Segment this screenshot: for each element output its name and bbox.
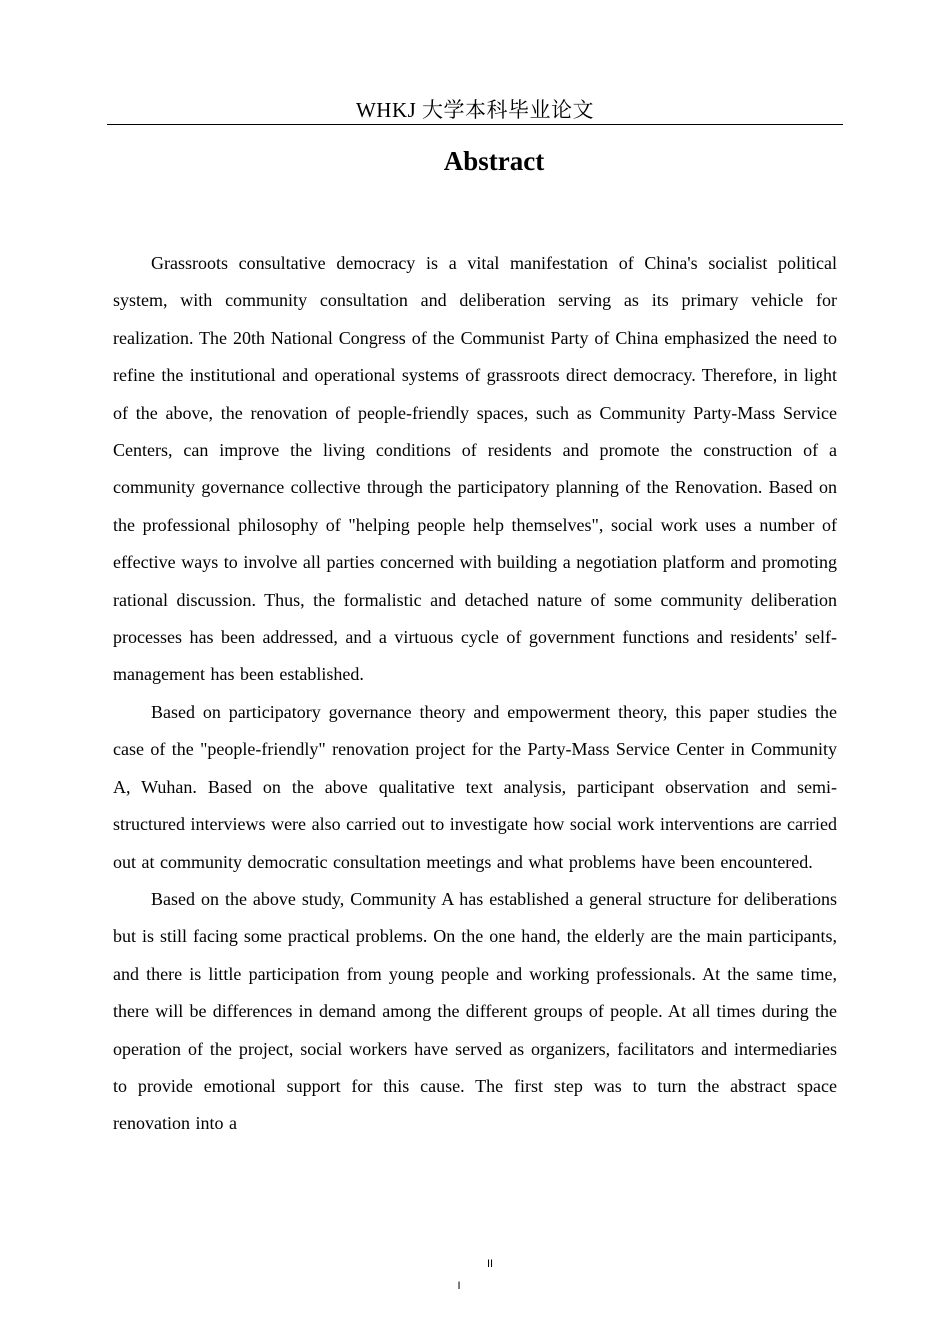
abstract-body	[113, 245, 837, 1143]
abstract-paragraph-2: Based on participatory governance theory and empowerment theory, this paper studies the case of the "people-friendly" renovation project for the Party-Mass Service Center in Community A, Wuhan. Based on the above qualitative text analysis, participant observation and semi-structured interviews were also carried out to investigate how social work interventions are carried out at community democratic consultation meetings and what problems have been encountered.	[113, 701, 837, 872]
header-divider	[107, 124, 843, 125]
abstract-paragraph-1: Grassroots consultative democracy is a vital manifestation of China's socialist political system, with community consultation and deliberation serving as its primary vehicle for realization. The 20th National Congress of the Communist Party of China emphasized the need to refine the institutional and operational systems of grassroots direct democracy. Therefore, in light of the above, the renovation of people-friendly spaces, such as Community Party-Mass Service Centers, can improve the living conditions of residents and promote the construction of a community governance collective through the participatory planning of the Renovation. Based on the professional philosophy of "helping people help themselves", social work uses a number of effective ways to involve all parties concerned with building a negotiation platform and promoting rational discussion. Thus, the formalistic and detached nature of some community deliberation processes has been addressed, and a virtuous cycle of government functions and residents' self-management has been established.	[113, 253, 837, 685]
abstract-paragraph-3: Based on the above study, Community A has established a general structure for deliberations but is still facing some practical problems. On the one hand, the elderly are the main participants, and there is little participation from young people and working professionals. At the same time, there will be differences in demand among the different groups of people. At all times during the operation of the project, social workers have served as organizers, facilitators and intermediaries to provide emotional support for this cause. The first step was to turn the abstract space renovation into a	[113, 888, 837, 1134]
page-number-roman-lower: I	[457, 1280, 461, 1292]
thesis-header-title: WHKJ 大学本科毕业论文	[355, 98, 595, 122]
abstract-heading: Abstract	[443, 146, 545, 176]
page-number-roman-upper: II	[486, 1258, 494, 1270]
